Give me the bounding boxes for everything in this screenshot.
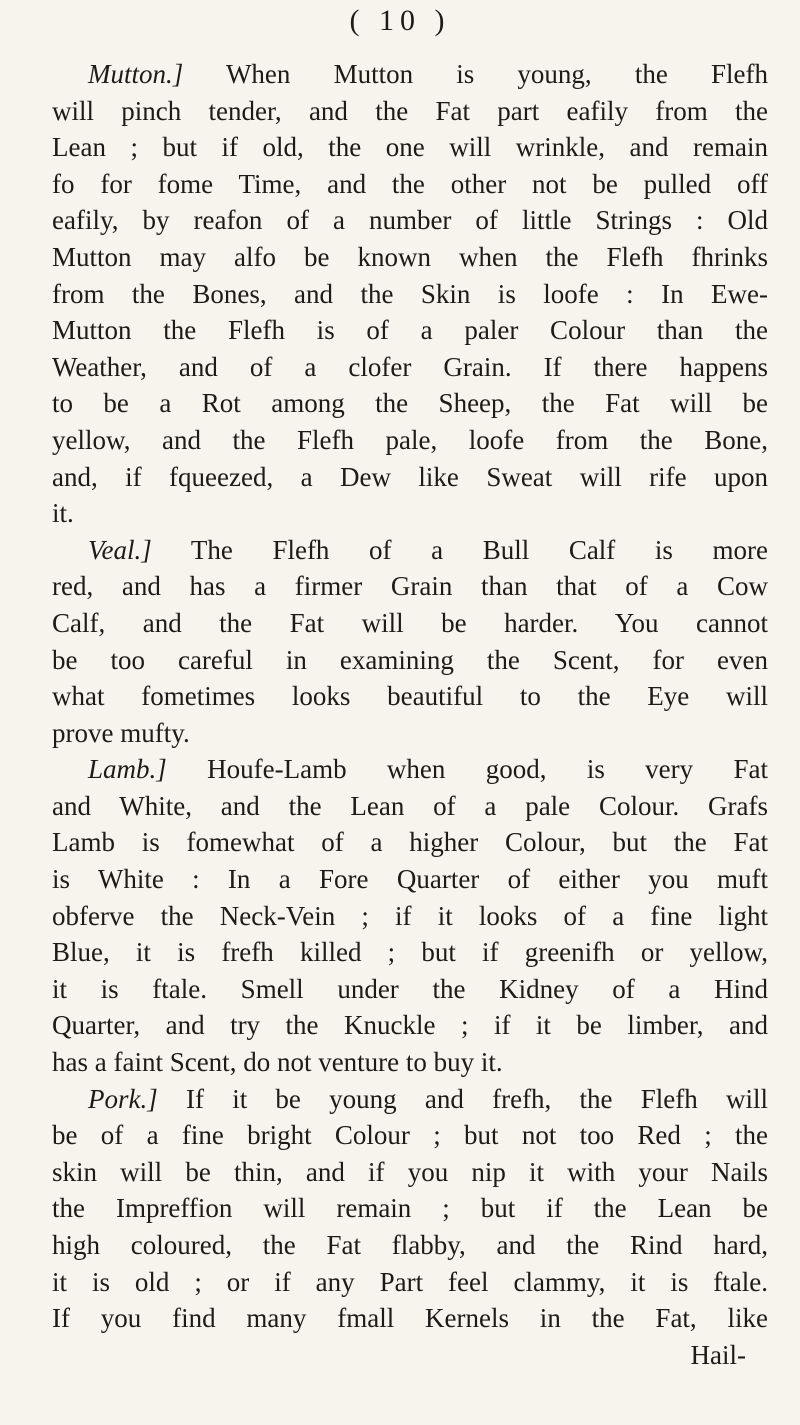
text-line: Lamb.] Houfe-Lamb when good, is very Fat	[88, 754, 768, 785]
text-line: the Impreffion will remain ; but if the Lean be	[52, 1193, 768, 1224]
section-heading-lamb: Lamb.]	[88, 754, 167, 785]
text-line: Pork.] If it be young and frefh, the Flefh will	[88, 1083, 768, 1114]
text-line: it is ftale. Smell under the Kidney of a Hind	[52, 973, 768, 1004]
section-heading-pork: Pork.]	[88, 1083, 158, 1114]
section-heading-mutton: Mutton.]	[88, 59, 184, 89]
text-line: Mutton.] When Mutton is young, the Flefh	[88, 59, 768, 89]
text-line: Lamb is fomewhat of a higher Colour, but the Fat	[52, 827, 768, 858]
text-line: obferve the Neck-Vein ; if it looks of a fine light	[52, 900, 768, 931]
text-line: If you find many fmall Kernels in the Fat, like	[52, 1303, 768, 1334]
text-line: be of a fine bright Colour ; but not too Red ; the	[52, 1120, 768, 1151]
text-line: Blue, it is frefh killed ; but if greenifh or yellow,	[52, 937, 768, 968]
text-line: prove mufty.	[52, 717, 190, 748]
text-line: from the Bones, and the Skin is loofe : In Ewe-	[52, 278, 768, 309]
text-line: is White : In a Fore Quarter of either you muft	[52, 864, 768, 895]
text-line: Weather, and of a clofer Grain. If there happens	[52, 351, 768, 382]
text-line: skin will be thin, and if you nip it with your Nails	[52, 1156, 768, 1187]
page-text	[52, 56, 768, 1373]
text-line: be too careful in examining the Scent, for even	[52, 644, 768, 675]
text-line: Veal.] The Flefh of a Bull Calf is more	[88, 534, 768, 565]
catchword: Hail-	[690, 1339, 746, 1370]
text-line: high coloured, the Fat flabby, and the Rind hard,	[52, 1230, 768, 1260]
text-line: Mutton the Flefh is of a paler Colour than the	[52, 315, 768, 346]
text-line: yellow, and the Flefh pale, loofe from the Bone,	[52, 424, 768, 455]
text-line: it.	[52, 498, 74, 529]
text-line: to be a Rot among the Sheep, the Fat will be	[52, 388, 768, 419]
text-line: will pinch tender, and the Fat part eafily from the	[52, 95, 768, 126]
text-line: and, if fqueezed, a Dew like Sweat will rife upon	[52, 461, 768, 492]
text-line: eafily, by reafon of a number of little Strings : Old	[52, 205, 768, 236]
text-line: what fometimes looks beautiful to the Eye will	[52, 681, 768, 712]
text-line: Quarter, and try the Knuckle ; if it be limber, and	[52, 1010, 768, 1041]
text-line: red, and has a firmer Grain than that of a Cow	[52, 571, 768, 602]
page-number: ( 10 )	[349, 4, 451, 37]
text-line: Calf, and the Fat will be harder. You cannot	[52, 607, 768, 638]
text-line: Lean ; but if old, the one will wrinkle, and remain	[52, 132, 768, 163]
text-line: Mutton may alfo be known when the Flefh fhrinks	[52, 241, 768, 272]
text-line: has a faint Scent, do not venture to buy it.	[52, 1047, 503, 1078]
text-line: and White, and the Lean of a pale Colour. Grafs	[52, 790, 768, 821]
section-heading-veal: Veal.]	[88, 534, 152, 565]
text-line: fo for fome Time, and the other not be pulled off	[52, 168, 768, 199]
text-line: it is old ; or if any Part feel clammy, it is ftale.	[52, 1266, 768, 1297]
